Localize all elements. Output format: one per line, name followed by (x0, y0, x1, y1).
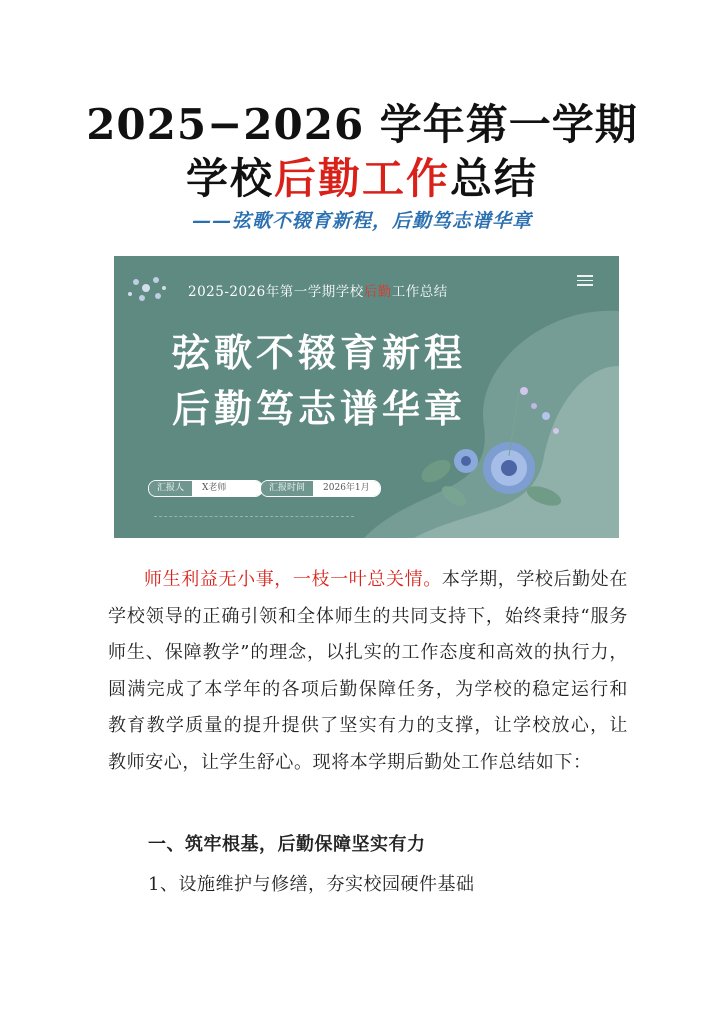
reporter-label: 汇报人 (149, 481, 192, 496)
banner-headline-line1: 弦歌不辍育新程 (172, 330, 467, 375)
banner-title (188, 280, 448, 300)
report-time-value: 2026年1月 (313, 481, 380, 496)
document-title-line1: 2025−2026 学年第一学期 (86, 100, 638, 149)
report-time-pill (260, 480, 381, 497)
menu-icon (577, 272, 593, 289)
title-highlight: 后勤工作 (273, 154, 450, 203)
document-title-line2 (0, 146, 724, 206)
banner-title-highlight: 后勤 (363, 284, 392, 300)
reporter-value: X老师 (192, 481, 262, 496)
document-subtitle: ——弦歌不辍育新程，后勤笃志谱华章 (191, 210, 532, 232)
intro-text: 本学期，学校后勤处在学校领导的正确引领和全体师生的共同支持下，始终秉持“服务师生、保障教学”的理念，以扎实的工作态度和高效的执行力，圆满完成了本学年的各项后勤保障任务，为学校的稳定运行和教育教学质量的提升提供了坚实有力的支撑，让学校放心，让教师安心，让学生舒心。现将本学期后勤处工作总结如下： (108, 569, 628, 773)
report-time-label: 汇报时间 (261, 481, 313, 496)
title-suffix: 总结 (450, 154, 539, 203)
banner-title-prefix: 2025-2026年第一学期学校 (188, 284, 364, 300)
reporter-pill (148, 480, 263, 497)
banner-headline-line2: 后勤笃志谱华章 (172, 386, 467, 431)
intro-highlight: 师生利益无小事，一枝一叶总关情。 (144, 569, 442, 590)
cover-banner-image (114, 256, 619, 538)
subsection-heading-1: 1、设施维护与修缮，夯实校园硬件基础 (148, 874, 475, 895)
banner-divider (154, 516, 354, 518)
corner-flower-icon (128, 277, 166, 301)
section-heading-1: 一、筑牢根基，后勤保障坚实有力 (148, 834, 426, 855)
intro-paragraph (108, 562, 628, 781)
banner-title-suffix: 工作总结 (391, 284, 448, 300)
title-prefix: 学校 (185, 154, 274, 203)
